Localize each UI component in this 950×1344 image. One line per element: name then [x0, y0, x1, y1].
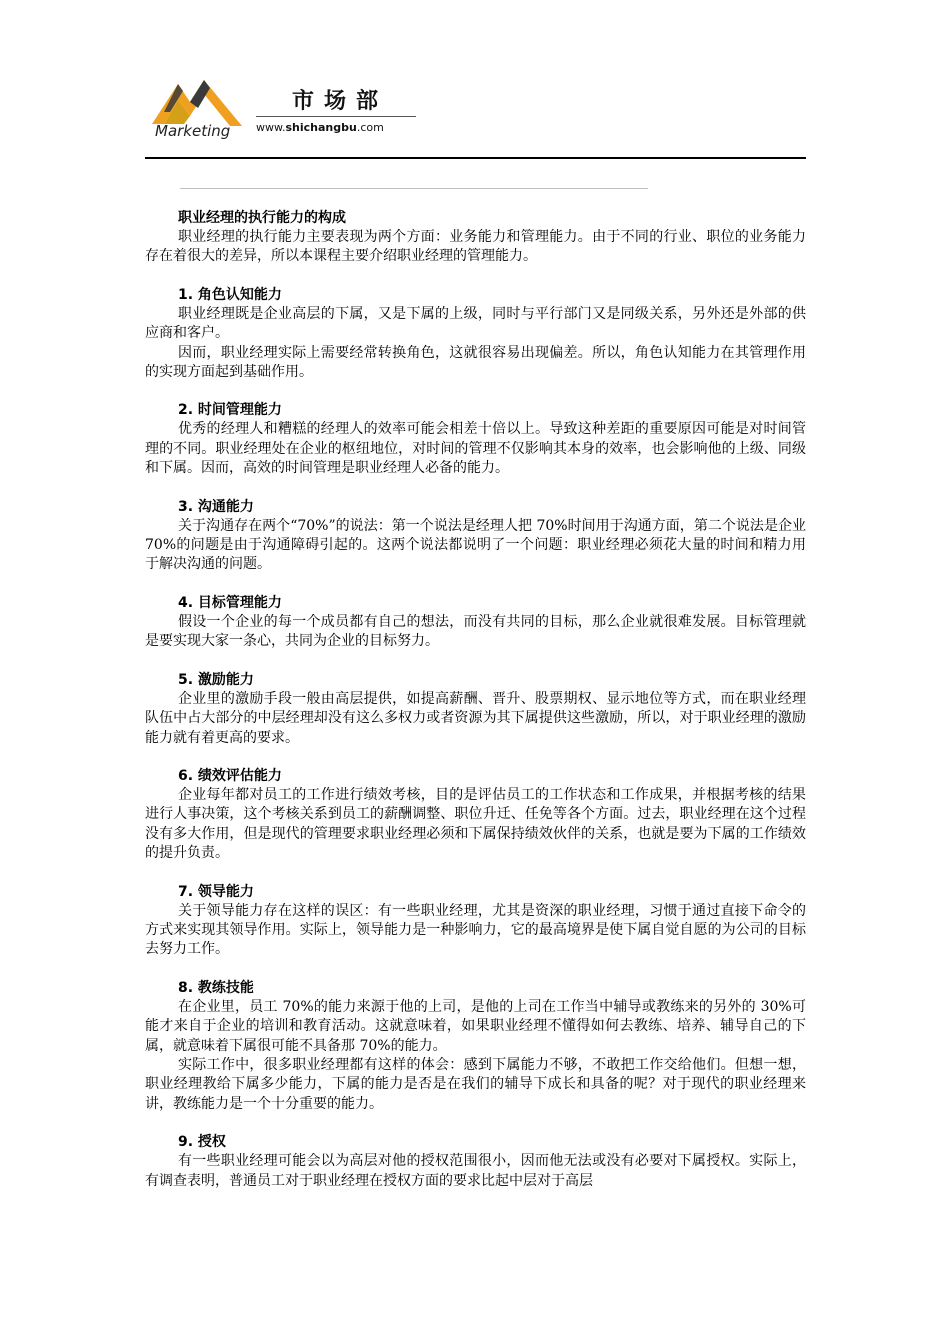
- section-paragraph: 企业每年都对员工的工作进行绩效考核，目的是评估员工的工作状态和工作成果，并根据考核的结果进行人事决策，这个考核关系到员工的薪酬调整、职位升迁、任免等各个方面。过去，职业经理在这个过程没有多大作用，但是现代的管理要求职业经理必须和下属保持绩效伙伴的关系，也就是要为下属的工作绩效的提升负责。: [145, 786, 806, 862]
- section-title: 3. 沟通能力: [178, 498, 254, 515]
- document-title: 职业经理的执行能力的构成: [178, 210, 346, 226]
- brand-name: 市场部: [292, 89, 389, 114]
- section-title: 7. 领导能力: [178, 883, 254, 900]
- brand-url: www.shichangbu.com: [256, 121, 384, 134]
- section-title: 9. 授权: [178, 1134, 226, 1151]
- section-title: 2. 时间管理能力: [178, 402, 282, 419]
- document-body: [145, 208, 806, 1191]
- section-paragraph: 优秀的经理人和糟糕的经理人的效率可能会相差十倍以上。导致这种差距的重要原因可能是对时间管理的不同。职业经理处在企业的枢纽地位，对时间的管理不仅影响其本身的效率，也会影响他的上级、同级和下属。因而，高效的时间管理是职业经理人必备的能力。: [145, 421, 806, 477]
- section-paragraph: 职业经理既是企业高层的下属，又是下属的上级，同时与平行部门又是同级关系，另外还是外部的供应商和客户。: [145, 305, 806, 342]
- section-title: 8. 教练技能: [178, 979, 254, 996]
- section-paragraph: 有一些职业经理可能会以为高层对他的授权范围很小，因而他无法或没有必要对下属授权。实际上，有调查表明，普通员工对于职业经理在授权方面的要求比起中层对于高层: [145, 1153, 806, 1189]
- intro-paragraph: 职业经理的执行能力主要表现为两个方面：业务能力和管理能力。由于不同的行业、职位的业务能力存在着很大的差异，所以本课程主要介绍职业经理的管理能力。: [145, 229, 806, 265]
- brand-underline: [256, 116, 416, 117]
- page-header: [0, 0, 950, 160]
- section-title: 1. 角色认知能力: [178, 286, 282, 303]
- section-paragraph: 实际工作中，很多职业经理都有这样的体会：感到下属能力不够，不敢把工作交给他们。但想一想，职业经理教给下属多少能力，下属的能力是否是在我们的辅导下成长和具备的呢？对于现代的职业经理来讲，教练能力是一个十分重要的能力。: [145, 1056, 806, 1112]
- section-paragraph: 在企业里，员工 70%的能力来源于他的上司，是他的上司在工作当中辅导或教练来的另外的 30%可能才来自于企业的培训和教育活动。这就意味着，如果职业经理不懂得如何去教练、培养、辅导自己的下属，就意味着下属很可能不具备那 70%的能力。: [145, 998, 806, 1054]
- logo-wordmark: Marketing: [155, 122, 231, 140]
- section-paragraph: 因而，职业经理实际上需要经常转换角色，这就很容易出现偏差。所以，角色认知能力在其管理作用的实现方面起到基础作用。: [145, 344, 806, 381]
- section-paragraph: 关于沟通存在两个“70%”的说法：第一个说法是经理人把 70%时间用于沟通方面，第二个说法是企业 70%的问题是由于沟通障碍引起的。这两个说法都说明了一个问题：职业经理必须花大量的时间和精力用于解决沟通的问题。: [145, 517, 806, 573]
- section-paragraph: 企业里的激励手段一般由高层提供，如提高薪酬、晋升、股票期权、显示地位等方式，而在职业经理队伍中占大部分的中层经理却没有这么多权力或者资源为其下属提供这些激励，所以，对于职业经理的激励能力就有着更高的要求。: [145, 690, 806, 746]
- thin-divider: [180, 188, 648, 189]
- section-title: 4. 目标管理能力: [178, 594, 282, 611]
- section-paragraph: 关于领导能力存在这样的误区：有一些职业经理，尤其是资深的职业经理，习惯于通过直接下命令的方式来实现其领导作用。实际上，领导能力是一种影响力，它的最高境界是使下属自觉自愿的为公司的目标去努力工作。: [145, 902, 806, 958]
- section-title: 6. 绩效评估能力: [178, 767, 282, 784]
- section-title: 5. 激励能力: [178, 671, 254, 688]
- section-paragraph: 假设一个企业的每一个成员都有自己的想法，而没有共同的目标，那么企业就很难发展。目标管理就是要实现大家一条心，共同为企业的目标努力。: [145, 613, 806, 650]
- header-divider: [145, 157, 806, 159]
